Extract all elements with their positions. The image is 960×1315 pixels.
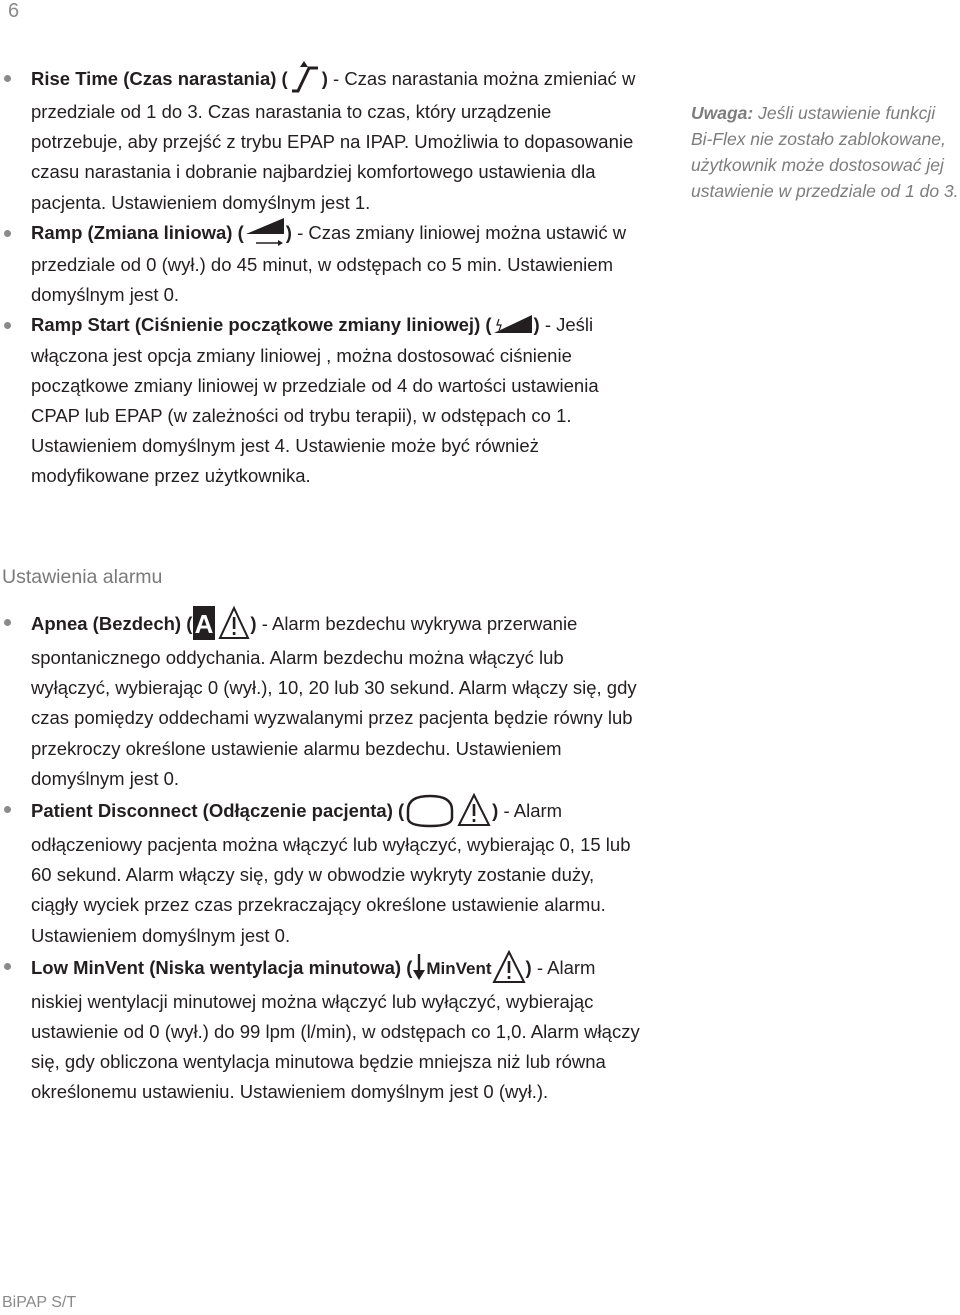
warning-triangle-icon bbox=[492, 949, 526, 985]
list-item-apnea bbox=[0, 607, 640, 794]
note-text: Jeśli ustawienie funkcji Bi-Flex nie zostało zablokowane, użytkownik może dostosować jej ustawienie w przedziale od 1 do 3. bbox=[691, 103, 959, 201]
note-box bbox=[691, 100, 959, 204]
ramp-icon bbox=[244, 216, 286, 248]
list-item-low-minvent bbox=[0, 951, 640, 1108]
ramp-start-icon bbox=[492, 313, 534, 335]
item-title: Apnea (Bezdech) ( bbox=[31, 612, 193, 634]
item-title-close: ) bbox=[533, 314, 540, 336]
alarm-list bbox=[0, 607, 640, 1108]
alarm-section-heading: Ustawienia alarmu bbox=[2, 566, 163, 588]
item-text: - Czas narastania można zmieniać w przedziale od 1 do 3. Czas narastania to czas, który urządzenie potrzebuje, aby przejść z trybu EPAP na IPAP. Umożliwia to dopasowanie czasu narastania i dobranie najbardziej komfortowego ustawienia dla pacjenta. Ustawieniem domyślnym jest 1. bbox=[31, 67, 636, 213]
patient-disconnect-icon bbox=[404, 792, 492, 828]
note-label: Uwaga: bbox=[691, 103, 754, 123]
list-item-ramp bbox=[0, 218, 640, 311]
footer-product-name: BiPAP S/T bbox=[2, 1294, 77, 1311]
list-item-ramp-start bbox=[0, 310, 640, 491]
rise-time-icon bbox=[288, 61, 322, 95]
list-item-rise-time bbox=[0, 63, 640, 218]
item-title: Low MinVent (Niska wentylacja minutowa) ( bbox=[31, 956, 413, 978]
item-title-close: ) bbox=[321, 67, 328, 89]
page-number: 6 bbox=[8, 0, 20, 22]
list-item-patient-disconnect bbox=[0, 794, 640, 951]
item-title-close: ) bbox=[285, 221, 292, 243]
item-title: Rise Time (Czas narastania) ( bbox=[31, 67, 288, 89]
item-text: - Alarm niskiej wentylacji minutowej można włączyć lub wyłączyć, wybierając ustawienie od 0 (wył.) do 99 lpm (l/min), w odstępach co 1,0. Alarm włączy się, gdy obliczona wentylacja minutowa będzie mniejsza niż lub równa określonemu ustawieniu. Ustawieniem domyślnym jest 0 (wył.). bbox=[31, 956, 640, 1103]
apnea-alarm-icon bbox=[192, 605, 250, 641]
low-minvent-icon bbox=[412, 951, 426, 982]
minvent-label: MinVent bbox=[426, 958, 492, 978]
item-title: Ramp Start (Ciśnienie początkowe zmiany liniowej) ( bbox=[31, 314, 492, 336]
settings-list bbox=[0, 63, 640, 492]
item-text: - Jeśli włączona jest opcja zmiany liniowej , można dostosować ciśnienie początkowe zmiany liniowej w przedziale od 4 do wartości ustawienia CPAP lub EPAP (w zależności od trybu terapii), w odstępach co 1. Ustawieniem domyślnym jest 4. Ustawienie może być również modyfikowane przez użytkownika. bbox=[31, 314, 599, 487]
item-title: Patient Disconnect (Odłączenie pacjenta) ( bbox=[31, 799, 405, 821]
item-title-close: ) bbox=[525, 956, 532, 978]
item-title: Ramp (Zmiana liniowa) ( bbox=[31, 221, 244, 243]
item-title-close: ) bbox=[492, 799, 499, 821]
item-title-close: ) bbox=[250, 612, 257, 634]
item-text: - Czas zmiany liniowej można ustawić w przedziale od 0 (wył.) do 45 minut, w odstępach co 5 min. Ustawieniem domyślnym jest 0. bbox=[31, 221, 627, 306]
apnea-icon-letter: A bbox=[195, 609, 214, 639]
item-text: - Alarm odłączeniowy pacjenta można włączyć lub wyłączyć, wybierając 0, 15 lub 60 sekund. Alarm włączy się, gdy w obwodzie wykryty zostanie duży, ciągły wyciek przez czas przekraczający określone ustawienie alarmu. Ustawieniem domyślnym jest 0. bbox=[31, 799, 631, 946]
item-text: - Alarm bezdechu wykrywa przerwanie spontanicznego oddychania. Alarm bezdechu można włączyć lub wyłączyć, wybierając 0 (wył.), 10, 20 lub 30 sekund. Alarm włączy się, gdy czas pomiędzy oddechami wyzwalanymi przez pacjenta będzie równy lub przekroczy określone ustawienie alarmu bezdechu. Ustawieniem domyślnym jest 0. bbox=[31, 612, 637, 789]
